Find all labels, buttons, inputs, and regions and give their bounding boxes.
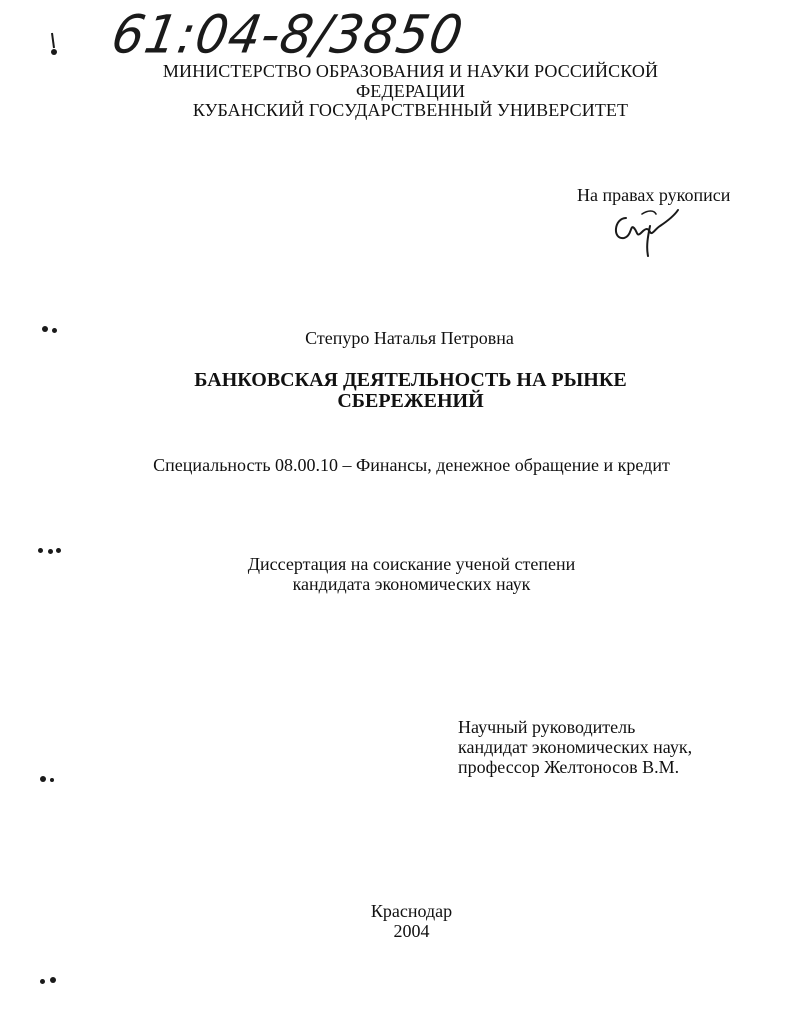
supervisor-line-3: профессор Желтоносов В.М. (458, 757, 680, 777)
supervisor-line-2: кандидат экономических наук, (458, 737, 693, 757)
scan-mark-dot (50, 778, 54, 782)
scan-mark-dot (40, 979, 45, 984)
degree-line-2: кандидата экономических наук (292, 574, 531, 594)
dissertation-title (0, 370, 799, 412)
scan-mark-dot (52, 328, 57, 333)
degree-description (0, 554, 799, 594)
title-line-2: СБЕРЕЖЕНИЙ (337, 390, 484, 412)
scan-mark-dot (40, 776, 46, 782)
signature-icon (604, 198, 684, 262)
manuscript-rights-note: На правах рукописи (577, 185, 731, 205)
city-year-block (0, 901, 799, 941)
scan-mark-icon (44, 30, 64, 60)
scan-mark-dot (56, 548, 61, 553)
scan-mark-dot (38, 548, 43, 553)
author-name: Степуро Наталья Петровна (305, 328, 514, 348)
scan-mark-dot (50, 977, 56, 983)
ministry-header (0, 62, 799, 121)
scan-mark-dot (48, 549, 53, 554)
scan-mark-dot (42, 326, 48, 332)
supervisor-block (458, 717, 692, 777)
year: 2004 (393, 921, 430, 941)
title-line-1: БАНКОВСКАЯ ДЕЯТЕЛЬНОСТЬ НА РЫНКЕ (194, 369, 627, 391)
supervisor-line-1: Научный руководитель (458, 717, 636, 737)
specialty-line: Специальность 08.00.10 – Финансы, денежное обращение и кредит (153, 455, 670, 475)
ministry-line-1: МИНИСТЕРСТВО ОБРАЗОВАНИЯ И НАУКИ РОССИЙСКОЙ (162, 61, 659, 81)
handwritten-catalog-code: 61:04-8/3850 (107, 4, 469, 65)
university-name: КУБАНСКИЙ ГОСУДАРСТВЕННЫЙ УНИВЕРСИТЕТ (192, 100, 629, 120)
degree-line-1: Диссертация на соискание ученой степени (247, 554, 576, 574)
ministry-line-2: ФЕДЕРАЦИИ (355, 80, 466, 101)
city: Краснодар (370, 901, 453, 921)
